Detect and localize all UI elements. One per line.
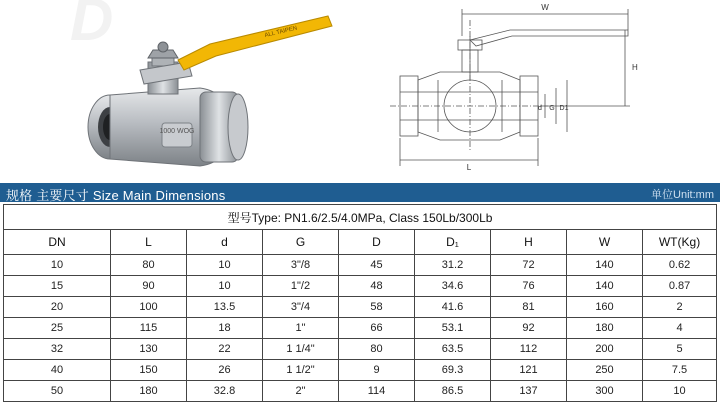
table-cell: 58 <box>339 297 415 318</box>
handle-print-text: ALL TAIPEN <box>264 25 298 39</box>
table-cell: 114 <box>339 381 415 402</box>
table-cell: 0.62 <box>643 255 717 276</box>
table-cell: 22 <box>187 339 263 360</box>
dimensions-table <box>3 204 717 402</box>
table-cell: 4 <box>643 318 717 339</box>
table-cell: 20 <box>4 297 111 318</box>
column-header: L <box>111 230 187 255</box>
table-cell: 40 <box>4 360 111 381</box>
body-mark-text: 1000 WOG <box>159 128 195 135</box>
table-cell: 3"/4 <box>263 297 339 318</box>
table-cell: 53.1 <box>415 318 491 339</box>
table-cell: 137 <box>491 381 567 402</box>
section-title: 规格 主要尺寸 Size Main Dimensions <box>6 188 226 203</box>
table-cell: 80 <box>339 339 415 360</box>
table-cell: 15 <box>4 276 111 297</box>
table-cell: 1 1/4" <box>263 339 339 360</box>
table-cell: 200 <box>567 339 643 360</box>
table-cell: 10 <box>4 255 111 276</box>
table-cell: 41.6 <box>415 297 491 318</box>
table-cell: 32.8 <box>187 381 263 402</box>
table-cell: 13.5 <box>187 297 263 318</box>
table-cell: 121 <box>491 360 567 381</box>
svg-text:D: D <box>70 0 114 53</box>
table-cell: 100 <box>111 297 187 318</box>
table-cell: 69.3 <box>415 360 491 381</box>
column-header: D <box>339 230 415 255</box>
table-cell: 92 <box>491 318 567 339</box>
table-cell: 86.5 <box>415 381 491 402</box>
table-row <box>4 297 717 318</box>
column-header: DN <box>4 230 111 255</box>
table-row <box>4 381 717 402</box>
table-cell: 2 <box>643 297 717 318</box>
table-cell: 180 <box>567 318 643 339</box>
table-cell: 150 <box>111 360 187 381</box>
table-row <box>4 360 717 381</box>
table-cell: 1 1/2" <box>263 360 339 381</box>
table-row <box>4 318 717 339</box>
dim-label-d: d <box>538 105 542 112</box>
table-cell: 76 <box>491 276 567 297</box>
column-header: W <box>567 230 643 255</box>
ball-valve-photo <box>60 0 340 180</box>
table-cell: 26 <box>187 360 263 381</box>
table-cell: 72 <box>491 255 567 276</box>
table-cell: 66 <box>339 318 415 339</box>
table-body <box>4 255 717 402</box>
table-cell: 0.87 <box>643 276 717 297</box>
table-cell: 45 <box>339 255 415 276</box>
table-cell: 112 <box>491 339 567 360</box>
table-cell: 50 <box>4 381 111 402</box>
table-cell: 31.2 <box>415 255 491 276</box>
top-illustration-area <box>0 0 720 180</box>
table-cell: 48 <box>339 276 415 297</box>
table-row <box>4 339 717 360</box>
table-cell: 10 <box>187 255 263 276</box>
table-cell: 5 <box>643 339 717 360</box>
table-cell: 34.6 <box>415 276 491 297</box>
table-cell: 18 <box>187 318 263 339</box>
table-cell: 81 <box>491 297 567 318</box>
dim-label-g: G <box>549 105 555 112</box>
dim-label-l: L <box>466 163 472 172</box>
table-row <box>4 276 717 297</box>
table-cell: 180 <box>111 381 187 402</box>
table-cell: 32 <box>4 339 111 360</box>
valve-dimension-drawing <box>380 0 720 180</box>
table-cell: 63.5 <box>415 339 491 360</box>
table-cell: 10 <box>187 276 263 297</box>
table-cell: 1"/2 <box>263 276 339 297</box>
section-banner <box>0 183 720 202</box>
table-cell: 80 <box>111 255 187 276</box>
table-cell: 250 <box>567 360 643 381</box>
table-cell: 7.5 <box>643 360 717 381</box>
column-header: D₁ <box>415 230 491 255</box>
dim-label-h: H <box>632 63 638 72</box>
dim-label-w: W <box>541 3 549 12</box>
table-cell: 10 <box>643 381 717 402</box>
table-cell: 3"/8 <box>263 255 339 276</box>
table-cell: 9 <box>339 360 415 381</box>
table-cell: 1" <box>263 318 339 339</box>
table-caption: 型号Type: PN1.6/2.5/4.0MPa, Class 150Lb/300Lb <box>4 205 717 230</box>
table-header-row <box>4 230 717 255</box>
table-cell: 300 <box>567 381 643 402</box>
table-cell: 160 <box>567 297 643 318</box>
table-cell: 130 <box>111 339 187 360</box>
dim-label-d1: D1 <box>559 105 569 112</box>
table-cell: 2" <box>263 381 339 402</box>
column-header: H <box>491 230 567 255</box>
table-cell: 115 <box>111 318 187 339</box>
table-row <box>4 255 717 276</box>
table-cell: 140 <box>567 276 643 297</box>
column-header: G <box>263 230 339 255</box>
table-cell: 90 <box>111 276 187 297</box>
unit-label: 单位Unit:mm <box>651 189 714 201</box>
column-header: d <box>187 230 263 255</box>
table-cell: 140 <box>567 255 643 276</box>
column-header: WT(Kg) <box>643 230 717 255</box>
table-cell: 25 <box>4 318 111 339</box>
